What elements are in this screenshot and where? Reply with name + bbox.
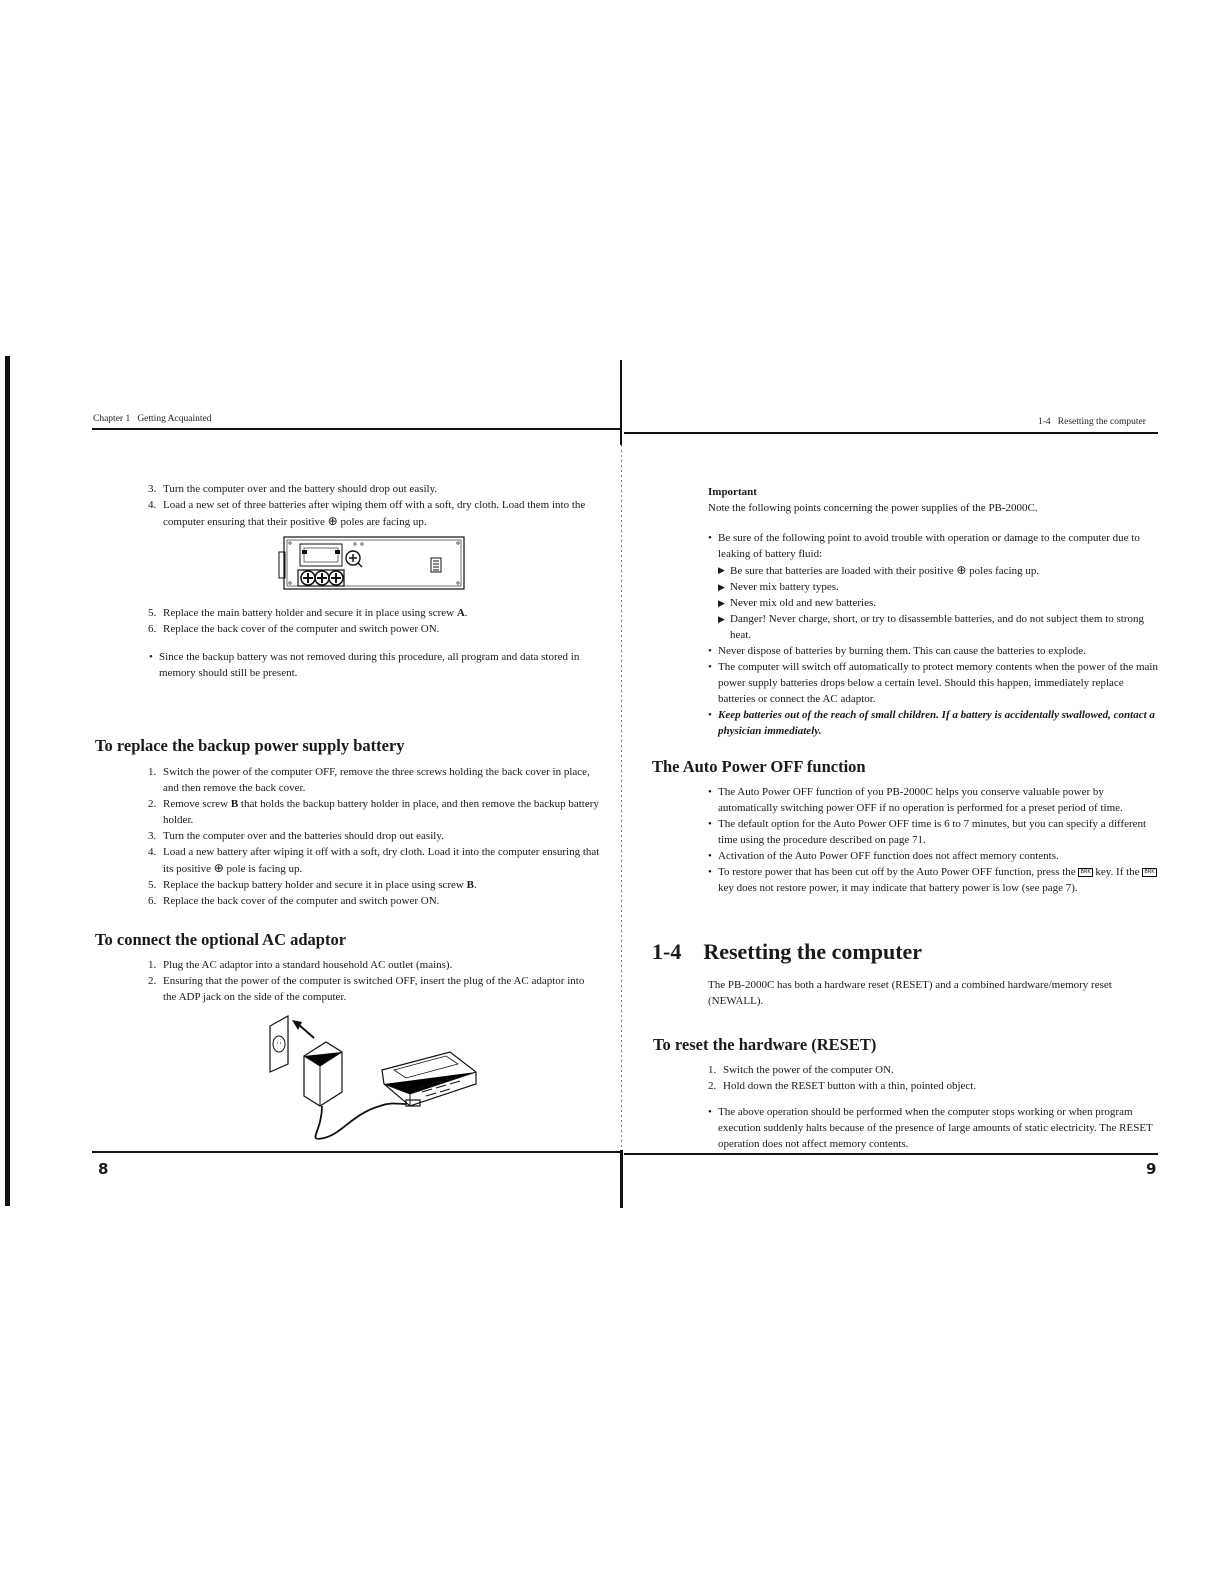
list-item: 6. Replace the back cover of the computer and switch power ON.: [148, 623, 440, 635]
chapter-heading: [652, 939, 922, 965]
left-page-number: 8: [98, 1160, 109, 1178]
reset-note: [708, 1104, 1160, 1152]
list-item: 1. Switch the power of the computer ON.: [708, 1064, 894, 1076]
left-steps-top: [148, 481, 600, 530]
list-item: 4. Load a new set of three batteries after wiping them off with a soft, dry cloth. Load them into the computer ensuring that their positive ⊕ poles are facing up.: [148, 499, 586, 528]
list-item: ▶ Never mix battery types.: [718, 581, 839, 593]
list-item: 5. Replace the main battery holder and secure it in place using screw A.: [148, 607, 468, 619]
section-title-reset-hardware: To reset the hardware (RESET): [653, 1035, 877, 1054]
list-item: • Keep batteries out of the reach of small children. If a battery is accidentally swallowed, contact a physician immediately.: [708, 709, 1155, 737]
brk-key-icon: BRK: [1144, 868, 1155, 875]
important-title: Important: [708, 486, 757, 498]
important-bullets: [708, 530, 1160, 739]
right-page-number: 9: [1146, 1160, 1157, 1178]
section-title-backup-battery: To replace the backup power supply battery: [95, 736, 405, 755]
right-running-header: 1-4 Resetting the computer: [1038, 417, 1146, 427]
spine-dotted-line: [621, 445, 622, 1150]
list-item: • Activation of the Auto Power OFF function does not affect memory contents.: [708, 850, 1059, 862]
list-item: • Never dispose of batteries by burning them. This can cause the batteries to explode.: [708, 645, 1086, 657]
positive-pole-symbol: ⊕: [213, 861, 224, 875]
left-edge-bar: [5, 356, 10, 1206]
list-item: 3. Turn the computer over and the batteries should drop out easily.: [148, 830, 444, 842]
list-item: 5. Replace the backup battery holder and secure it in place using screw B.: [148, 879, 477, 891]
backup-steps: [148, 764, 600, 909]
list-item: 2. Remove screw B that holds the backup battery holder in place, and then remove the backup battery holder.: [148, 798, 599, 826]
list-item: • The computer will switch off automatically to protect memory contents when the power of the main power supply batteries drops below a certain level. Should this happen, immediately replace batteries or connect the AC adaptor.: [708, 661, 1158, 705]
list-item: 2. Hold down the RESET button with a thin, pointed object.: [708, 1080, 977, 1092]
list-item: • To restore power that has been cut off by the Auto Power OFF function, press the BRK key. If the BRK key does not restore power, it may indicate that battery power is low (see page 7).: [708, 866, 1155, 894]
list-item: • The Auto Power OFF function of you PB-2000C helps you conserve valuable power by automatically switching power OFF if no operation is performed for a preset period of time.: [708, 786, 1123, 814]
important-intro: Note the following points concerning the power supplies of the PB-2000C.: [708, 502, 1038, 514]
left-header-rule: [92, 428, 620, 430]
list-item: ▶ Danger! Never charge, short, or try to disassemble batteries, and do not subject them to strong heat.: [718, 613, 1145, 641]
list-item: • The default option for the Auto Power OFF time is 6 to 7 minutes, but you can specify a different time using the procedure described on page 71.: [708, 818, 1147, 846]
list-item: • Since the backup battery was not removed during this procedure, all program and data stored in memory should still be present.: [149, 651, 580, 679]
spine-bar-top: [620, 360, 622, 445]
left-note: [149, 649, 600, 681]
battery-compartment-figure: [278, 536, 468, 592]
list-item: 6. Replace the back cover of the computer and switch power ON.: [148, 895, 440, 907]
positive-pole-symbol: ⊕: [327, 514, 338, 528]
auto-power-off-bullets: [708, 784, 1160, 896]
list-item: • The above operation should be performed when the computer stops working or when program execution suddenly halts because of the presence of large amounts of static electricity. The RESET operation does not affect memory contents.: [708, 1106, 1153, 1150]
list-item: ▶ Be sure that batteries are loaded with their positive ⊕ poles facing up.: [718, 563, 1040, 577]
ac-adaptor-figure: [262, 1012, 484, 1142]
list-item: 4. Load a new battery after wiping it off with a soft, dry cloth. Load it into the computer ensuring that its positive ⊕ pole is facing up.: [148, 846, 600, 875]
list-item: 3. Turn the computer over and the battery should drop out easily.: [148, 483, 438, 495]
list-item: 1. Switch the power of the computer OFF, remove the three screws holding the back cover in place, and then remove the back cover.: [148, 766, 590, 794]
list-item: ▶ Never mix old and new batteries.: [718, 597, 877, 609]
chapter-intro: The PB-2000C has both a hardware reset (RESET) and a combined hardware/memory reset (NEWALL).: [708, 979, 1112, 1007]
child-safety-warning: Keep batteries out of the reach of small children. If a battery is accidentally swallowed, contact a physician immediately.: [718, 709, 1155, 737]
chapter-number: 1-4: [652, 939, 682, 964]
list-item: 2. Ensuring that the power of the computer is switched OFF, insert the plug of the AC adaptor into the ADP jack on the side of the computer.: [148, 975, 585, 1003]
right-footer-rule: [624, 1153, 1158, 1155]
positive-pole-symbol: ⊕: [956, 563, 967, 577]
spine-bar-bottom: [620, 1150, 623, 1208]
reset-steps: [708, 1062, 1160, 1094]
section-title-ac-adaptor: To connect the optional AC adaptor: [95, 930, 347, 949]
chapter-title: Resetting the computer: [703, 939, 923, 964]
list-item: • Be sure of the following point to avoid trouble with operation or damage to the computer due to leaking of battery fluid: ▶ Be sure that batteries are loaded with their positive ⊕ poles facing up. ▶ Never mix battery types. ▶ Never mix old and new batteries. ▶ Danger! Never charge, short, or try to disassemble batteries, and do not subject them to strong heat.: [708, 530, 1160, 643]
list-item: 1. Plug the AC adaptor into a standard household AC outlet (mains).: [148, 959, 453, 971]
right-header-rule: [624, 432, 1158, 434]
section-title-auto-power-off: The Auto Power OFF function: [652, 757, 866, 776]
left-footer-rule: [92, 1151, 620, 1153]
ac-steps: [148, 957, 600, 1005]
left-running-header: Chapter 1 Getting Acquainted: [93, 414, 212, 424]
brk-key-icon: BRK: [1080, 868, 1091, 875]
left-steps-mid: [148, 605, 600, 637]
